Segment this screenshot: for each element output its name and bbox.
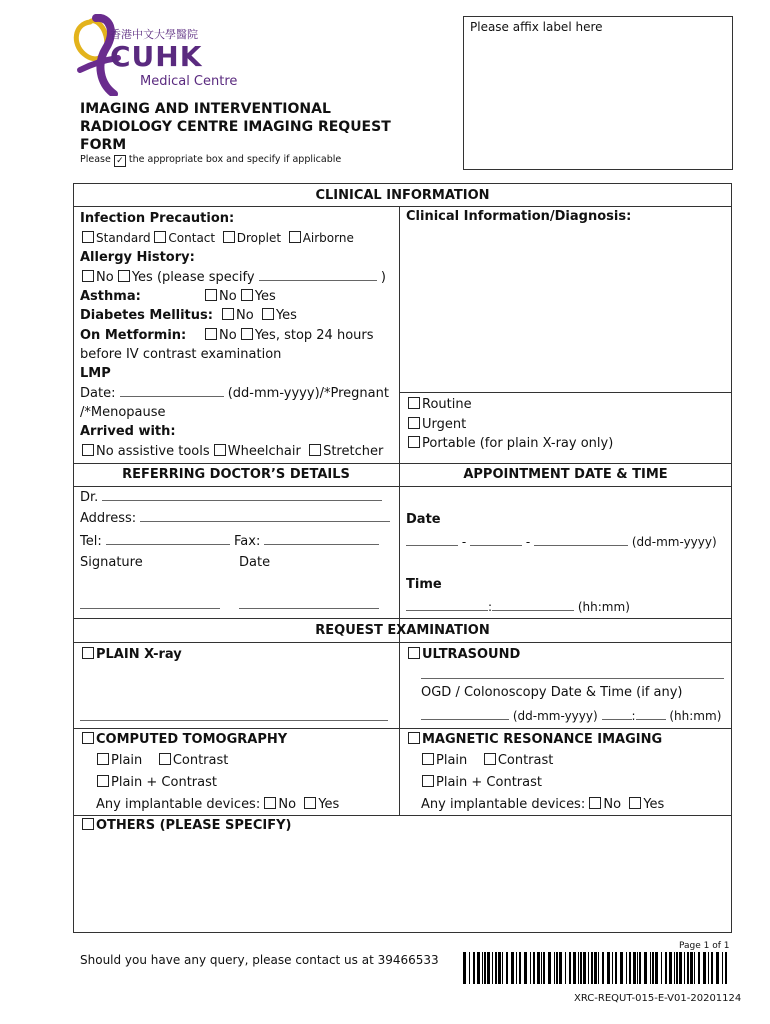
referring-header: REFERRING DOCTOR’S DETAILS — [122, 467, 350, 482]
ogd-hour-field[interactable] — [602, 719, 632, 720]
mri-plain-plus-contrast: Plain + Contrast — [422, 775, 542, 790]
plain-xray-checkbox[interactable] — [82, 647, 94, 659]
divider — [73, 728, 732, 729]
dm-label: Diabetes Mellitus: — [80, 308, 213, 323]
logo — [70, 14, 250, 96]
logo-subtitle: Medical Centre — [140, 74, 238, 89]
arrived-label: Arrived with: — [80, 424, 176, 439]
barcode-icon — [463, 952, 727, 984]
allergy-specify-field[interactable] — [259, 280, 377, 281]
dm-options: No Yes — [222, 308, 297, 323]
mri-plain-contrast-row: Plain Contrast — [422, 753, 553, 768]
signature-label: Signature — [80, 555, 143, 570]
mri-implant-yes-checkbox[interactable] — [629, 797, 641, 809]
plain-xray-details-field[interactable] — [80, 708, 388, 721]
priority-routine: Routine — [408, 397, 472, 412]
ct-option: COMPUTED TOMOGRAPHY — [82, 732, 287, 747]
metformin-line2: before IV contrast examination — [80, 347, 282, 362]
routine-checkbox[interactable] — [408, 397, 420, 409]
metformin-label: On Metformin: — [80, 328, 187, 343]
appointment-header: APPOINTMENT DATE & TIME — [463, 467, 668, 482]
standard-checkbox[interactable] — [82, 231, 94, 243]
ogd-label: OGD / Colonoscopy Date & Time (if any) — [421, 685, 683, 700]
others-checkbox[interactable] — [82, 818, 94, 830]
divider — [399, 392, 732, 393]
plain-xray-option: PLAIN X-ray — [82, 647, 182, 662]
mri-implant-no-checkbox[interactable] — [589, 797, 601, 809]
mri-contrast-checkbox[interactable] — [484, 753, 496, 765]
page-number: Page 1 of 1 — [679, 941, 730, 951]
asthma-label: Asthma: — [80, 289, 141, 304]
appointment-hour-field[interactable] — [406, 610, 488, 611]
address-row: Address: — [80, 511, 390, 526]
ogd-date-field[interactable] — [421, 719, 509, 720]
form-code: XRC-REQUT-015-E-V01-20201124 — [574, 993, 742, 1004]
signature-field[interactable] — [80, 596, 220, 609]
dm-no-checkbox[interactable] — [222, 308, 234, 320]
referring-date-field[interactable] — [239, 596, 379, 609]
ogd-minute-field[interactable] — [636, 719, 666, 720]
appointment-time-label: Time — [406, 577, 442, 592]
ct-plain-checkbox[interactable] — [97, 753, 109, 765]
ct-plain-plus-contrast-checkbox[interactable] — [97, 775, 109, 787]
divider — [73, 206, 732, 207]
lmp-date-field[interactable] — [120, 396, 224, 397]
appointment-day-field[interactable] — [406, 545, 458, 546]
divider — [73, 642, 732, 643]
dm-yes-checkbox[interactable] — [262, 308, 274, 320]
mri-option: MAGNETIC RESONANCE IMAGING — [408, 732, 662, 747]
asthma-options: No Yes — [205, 289, 276, 304]
ultrasound-option: ULTRASOUND — [408, 647, 520, 662]
asthma-yes-checkbox[interactable] — [241, 289, 253, 301]
contact-checkbox[interactable] — [154, 231, 166, 243]
fax-field[interactable] — [264, 544, 379, 545]
label-box-text: Please affix label here — [470, 20, 603, 34]
mri-plain-plus-contrast-checkbox[interactable] — [422, 775, 434, 787]
mri-implant-row: Any implantable devices: No Yes — [421, 797, 665, 812]
others-option: OTHERS (PLEASE SPECIFY) — [82, 818, 291, 833]
arrived-options: No assistive tools Wheelchair Stretcher — [82, 444, 383, 459]
wheelchair-checkbox[interactable] — [214, 444, 226, 456]
mri-plain-checkbox[interactable] — [422, 753, 434, 765]
ct-implant-no-checkbox[interactable] — [264, 797, 276, 809]
airborne-checkbox[interactable] — [289, 231, 301, 243]
divider — [73, 815, 732, 816]
ultrasound-details-field[interactable] — [421, 666, 724, 679]
stretcher-checkbox[interactable] — [309, 444, 321, 456]
clinical-header: CLINICAL INFORMATION — [315, 188, 490, 203]
instruction-after: the appropriate box and specify if applicable — [128, 154, 342, 165]
droplet-checkbox[interactable] — [223, 231, 235, 243]
allergy-options: No Yes (please specify ) — [82, 270, 386, 285]
appointment-month-field[interactable] — [470, 545, 522, 546]
metformin-yes-checkbox[interactable] — [241, 328, 253, 340]
logo-brand: CUHK — [110, 40, 203, 73]
infection-options: Standard Contact Droplet Airborne — [82, 231, 354, 245]
urgent-checkbox[interactable] — [408, 417, 420, 429]
form-title-line2: RADIOLOGY CENTRE IMAGING REQUEST — [80, 119, 391, 135]
ct-contrast-checkbox[interactable] — [159, 753, 171, 765]
asthma-no-checkbox[interactable] — [205, 289, 217, 301]
metformin-options: No Yes, stop 24 hours — [205, 328, 374, 343]
instruction-before: Please — [80, 154, 111, 165]
tel-row: Tel: Fax: — [80, 534, 379, 549]
form-title-line1: IMAGING AND INTERVENTIONAL — [80, 101, 331, 117]
lmp-date-row: Date: (dd-mm-yyyy)/*Pregnant — [80, 386, 389, 401]
lmp-label: LMP — [80, 366, 111, 381]
appointment-time-row: : (hh:mm) — [406, 600, 630, 614]
dr-name-field[interactable] — [102, 500, 382, 501]
infection-label: Infection Precaution: — [80, 211, 235, 226]
form-title-line3: FORM — [80, 137, 127, 153]
allergy-yes-checkbox[interactable] — [118, 270, 130, 282]
checkmark-icon: ✓ — [114, 155, 126, 167]
tel-field[interactable] — [106, 544, 230, 545]
priority-urgent: Urgent — [408, 417, 466, 432]
ogd-row: (dd-mm-yyyy) : (hh:mm) — [421, 709, 721, 723]
no-assistive-checkbox[interactable] — [82, 444, 94, 456]
menopause-label: /*Menopause — [80, 405, 166, 420]
mri-checkbox[interactable] — [408, 732, 420, 744]
ct-plain-plus-contrast: Plain + Contrast — [97, 775, 217, 790]
ultrasound-checkbox[interactable] — [408, 647, 420, 659]
metformin-no-checkbox[interactable] — [205, 328, 217, 340]
appointment-date-row: - - (dd-mm-yyyy) — [406, 535, 717, 549]
ct-checkbox[interactable] — [82, 732, 94, 744]
instruction — [80, 154, 341, 167]
divider — [73, 618, 732, 619]
appointment-minute-field[interactable] — [492, 610, 574, 611]
request-header: REQUEST EXAMINATION — [315, 623, 490, 638]
contact-note: Should you have any query, please contact us at 39466533 — [80, 953, 439, 967]
divider — [73, 463, 732, 464]
referring-date-label: Date — [239, 555, 271, 570]
dr-row: Dr. — [80, 490, 382, 505]
others-details-field[interactable] — [80, 838, 725, 928]
label-box[interactable] — [463, 16, 733, 170]
appointment-year-field[interactable] — [534, 545, 628, 546]
column-divider — [399, 206, 400, 815]
portable-checkbox[interactable] — [408, 436, 420, 448]
ct-implant-row: Any implantable devices: No Yes — [96, 797, 340, 812]
diagnosis-field[interactable] — [402, 228, 728, 388]
appointment-date-label: Date — [406, 512, 441, 527]
ct-plain-contrast-row: Plain Contrast — [97, 753, 228, 768]
divider — [73, 486, 732, 487]
allergy-label: Allergy History: — [80, 250, 195, 265]
allergy-no-checkbox[interactable] — [82, 270, 94, 282]
address-field[interactable] — [140, 521, 390, 522]
logo-chinese: 香港中文大學醫院 — [110, 28, 198, 41]
ct-implant-yes-checkbox[interactable] — [304, 797, 316, 809]
diagnosis-label: Clinical Information/Diagnosis: — [406, 209, 632, 224]
priority-portable: Portable (for plain X-ray only) — [408, 436, 613, 451]
